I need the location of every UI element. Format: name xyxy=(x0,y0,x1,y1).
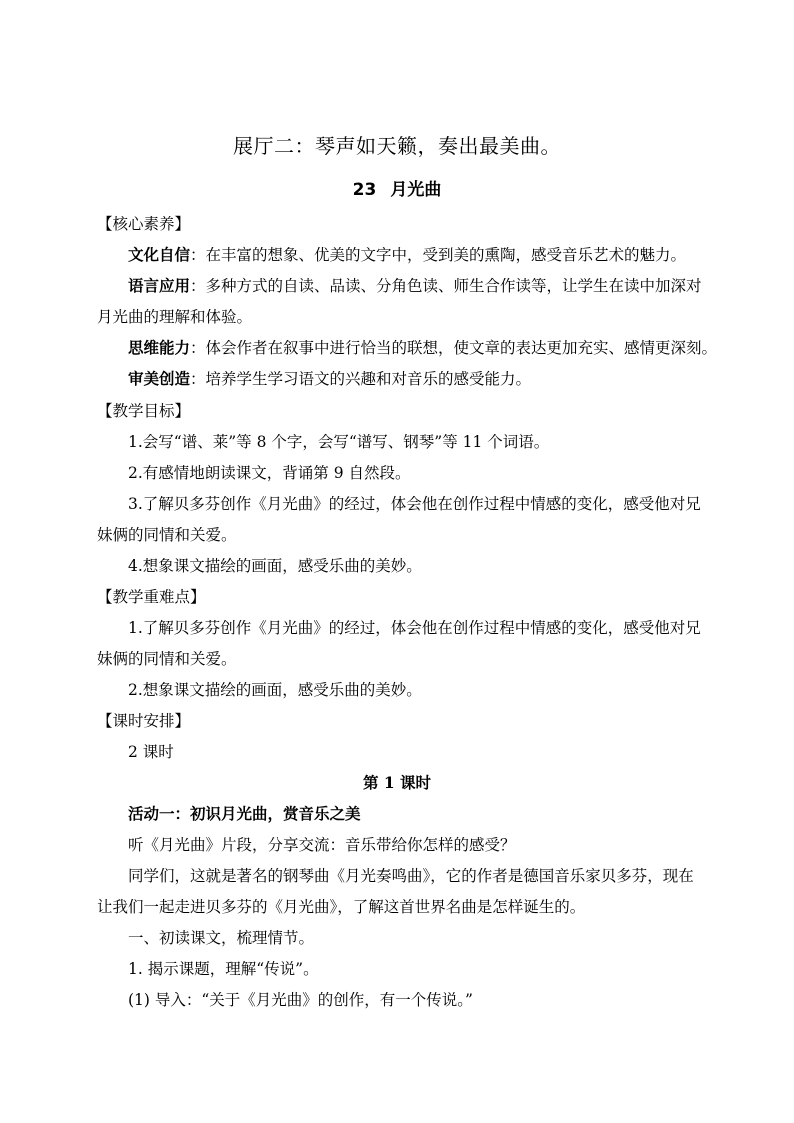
core-item-aesthetic xyxy=(128,369,748,389)
core-item-language xyxy=(128,276,748,296)
step-2: 1. 揭示课题，理解“传说”。 xyxy=(128,960,319,978)
goal-4: 4.想象课文描绘的画面，感受乐曲的美妙。 xyxy=(128,557,422,575)
paragraph-1: 听《月光曲》片段，分享交流：音乐带给你怎样的感受？ xyxy=(128,836,516,854)
step-3: (1) 导入：“关于《月光曲》的创作，有一个传说。” xyxy=(128,991,473,1009)
core-item-text: ：培养学生学习语文的兴趣和对音乐的感受能力。 xyxy=(190,370,532,388)
goal-3-cont: 妹俩的同情和关爱。 xyxy=(97,526,237,544)
core-item-label: 审美创造 xyxy=(128,369,191,388)
step-1: 一、初读课文，梳理情节。 xyxy=(128,929,315,947)
core-item-text: ：体会作者在叙事中进行恰当的联想，使文章的表达更加充实、感情更深刻。 xyxy=(190,339,718,357)
lesson-title xyxy=(0,175,794,200)
keys-heading: 【教学重难点】 xyxy=(97,588,206,606)
goals-heading: 【教学目标】 xyxy=(97,402,191,420)
core-heading: 【核心素养】 xyxy=(97,215,191,233)
page-title: 展厅二：琴声如天籁，奏出最美曲。 xyxy=(233,134,561,158)
period-heading: 第 1 课时 xyxy=(362,773,432,792)
lesson-name: 月光曲 xyxy=(390,180,442,200)
key-1: 1.了解贝多芬创作《月光曲》的经过，体会他在创作过程中情感的变化，感受他对兄 xyxy=(128,619,701,637)
lesson-number: 23 xyxy=(352,180,377,200)
goal-1: 1.会写“谱、莱”等 8 个字，会写“谱写、钢琴”等 11 个词语。 xyxy=(128,433,550,451)
paragraph-2-cont: 让我们一起走进贝多芬的《月光曲》，了解这首世界名曲是怎样诞生的。 xyxy=(97,898,586,916)
goal-2: 2.有感情地朗读课文，背诵第 9 自然段。 xyxy=(128,464,411,482)
core-item-language-cont: 月光曲的理解和体验。 xyxy=(97,308,253,326)
schedule-text: 2 课时 xyxy=(128,743,174,761)
core-item-label: 语言应用 xyxy=(128,276,191,295)
goal-3: 3.了解贝多芬创作《月光曲》的经过，体会他在创作过程中情感的变化，感受他对兄 xyxy=(128,495,701,513)
schedule-heading: 【课时安排】 xyxy=(97,712,191,730)
core-item-text: ：在丰富的想象、优美的文字中，受到美的熏陶，感受音乐艺术的魅力。 xyxy=(190,246,687,264)
core-item-label: 思维能力 xyxy=(128,338,191,357)
activity-heading xyxy=(128,804,748,824)
activity-title: 活动一：初识月光曲，赏音乐之美 xyxy=(128,804,361,823)
core-item-label: 文化自信 xyxy=(128,245,191,264)
core-item-text: ：多种方式的自读、品读、分角色读、师生合作读等，让学生在读中加深对 xyxy=(190,277,702,295)
core-item-culture xyxy=(128,245,748,265)
key-2: 2.想象课文描绘的画面，感受乐曲的美妙。 xyxy=(128,681,422,699)
paragraph-2: 同学们，这就是著名的钢琴曲《月光奏鸣曲》，它的作者是德国音乐家贝多芬，现在 xyxy=(128,867,694,885)
key-1-cont: 妹俩的同情和关爱。 xyxy=(97,650,237,668)
core-item-thinking xyxy=(128,338,748,358)
